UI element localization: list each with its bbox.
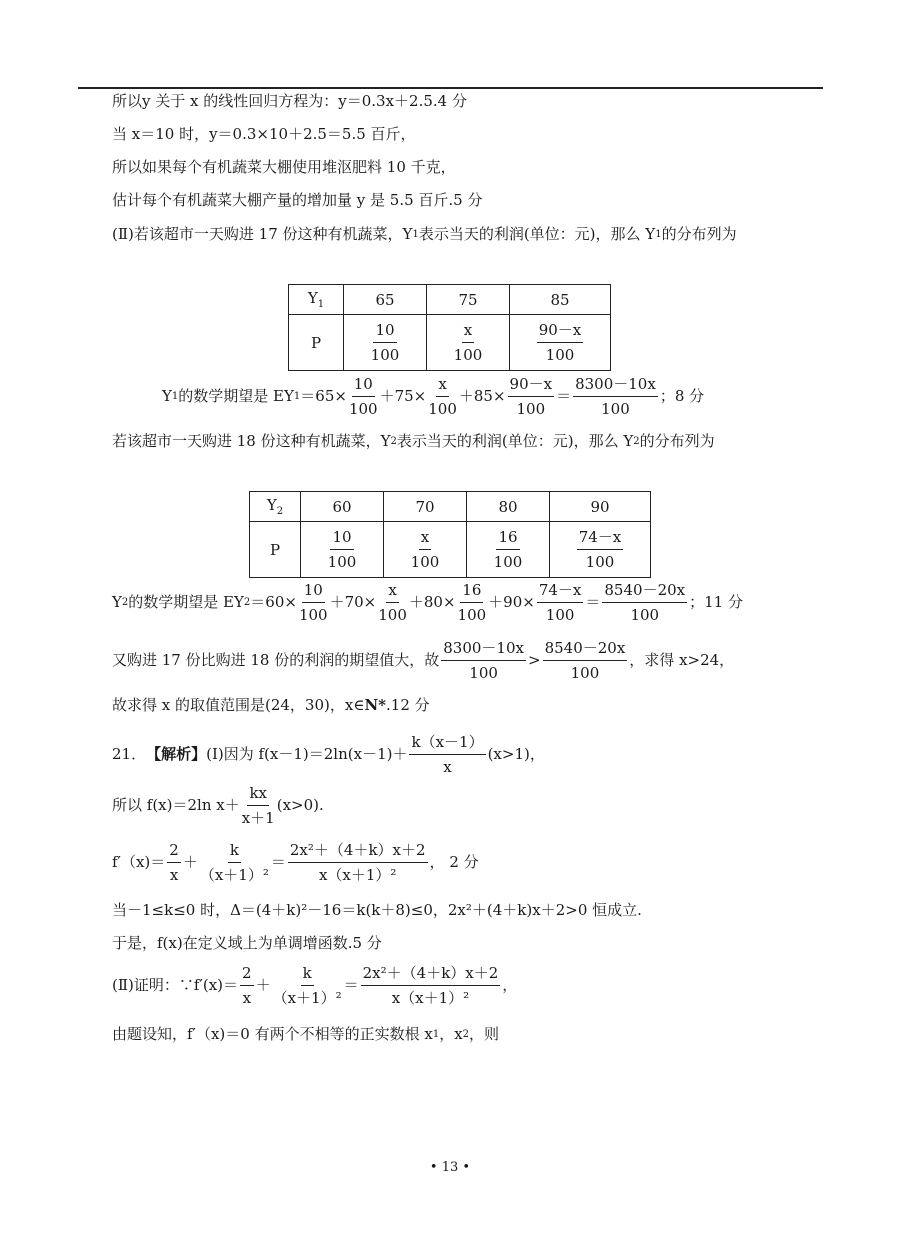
expectation-y1: Y 1 的数学期望是 EY 1 ＝65× $\frac{10}{100}$ ＋75× $\frac{x}{100}$ ＋85× $\frac{90-x}{100}$ ＝ $\frac{8300-10x}{100}$ ；8 分 [162,375,705,418]
table-cell: $\frac{74-x}{100}$ [550,522,651,578]
text-line: 估计每个有机蔬菜大棚产量的增加量 y 是 5.5 百斤.5 分 [112,191,483,209]
text-line: 当 x＝10 时，y＝0.3×10＋2.5＝5.5 百斤， [112,125,416,143]
monotonic-line: 于是，f(x)在定义域上为单调增函数.5 分 [112,934,382,952]
table-cell: 85 [510,285,611,315]
text-line: (Ⅱ)若该超市一天购进 17 份这种有机蔬菜，Y 1 表示当天的利润(单位：元)，那么 Y 1 的分布列为 [112,225,737,243]
table-cell: 65 [344,285,427,315]
proof-line: (Ⅱ)证明：∵f′(x)＝ $\frac{2}{x}$ ＋ $\frac{k}{\text{（x＋1）²}}$ ＝ $\frac{\text{2x²＋（4＋k）x＋2}}{\text{x（x＋1）²}}$ ， [112,964,518,1007]
condition-line: 当－1≤k≤0 时，Δ＝(4＋k)²－16＝k(k＋8)≤0，2x²＋(4＋k)x＋2>0 恒成立. [112,901,642,919]
header-rule [78,87,823,89]
table-cell: 80 [467,492,550,522]
table-header-cell: $Y_2$ [250,492,301,522]
text-line: 若该超市一天购进 18 份这种有机蔬菜，Y 2 表示当天的利润(单位：元)，那么 Y 2 的分布列为 [112,432,715,450]
table-cell: 75 [427,285,510,315]
table-header-cell: P [289,315,344,371]
table-cell: $\frac{16}{100}$ [467,522,550,578]
table-cell: $\frac{x}{100}$ [427,315,510,371]
analysis-tag: 【解析】 [146,745,207,763]
comparison-line: 又购进 17 份比购进 18 份的利润的期望值大，故 $\frac{8300-10x}{100}$ > $\frac{8540-20x}{100}$ ，求得 x>24， [112,639,735,682]
table-header-cell: P [250,522,301,578]
table-header-cell: $Y_1$ [289,285,344,315]
table-cell: $\frac{10}{100}$ [301,522,384,578]
table-cell: 60 [301,492,384,522]
page-number: • 13 • [429,1160,471,1175]
table-cell: $\frac{90-x}{100}$ [510,315,611,371]
distribution-table-y2 [249,491,651,578]
table-cell: 90 [550,492,651,522]
text-line: 所以y 关于 x 的线性回归方程为：y＝0.3x＋2.5.4 分 [112,92,467,110]
range-line: 故求得 x 的取值范围是(24，30)，x∈ N* .12 分 [112,696,430,714]
roots-line: 由题设知，f′（x)＝0 有两个不相等的正实数根 x 1 ，x 2 ，则 [112,1025,500,1043]
table-cell: $\frac{10}{100}$ [344,315,427,371]
distribution-table-y1 [288,284,611,371]
fx-line: 所以 f(x)＝2ln x＋ $\frac{kx}{x+1}$ (x>0). [112,784,324,827]
table-cell: $\frac{x}{100}$ [384,522,467,578]
expectation-y2: Y 2 的数学期望是 EY 2 ＝60× $\frac{10}{100}$ ＋70× $\frac{x}{100}$ ＋80× $\frac{16}{100}$ ＋90× $\frac{74-x}{100}$ ＝ $\frac{8540-20x}{100}$ ；11 分 [112,581,743,624]
question-21-line: 21． 【解析】 (Ⅰ)因为 f(x－1)＝2ln(x－1)＋ $\frac{k(x-1)}{x}$ (x>1)， [112,733,545,776]
text-line: 所以如果每个有机蔬菜大棚使用堆沤肥料 10 千克， [112,158,456,176]
table-cell: 70 [384,492,467,522]
derivative-line: f′（x)＝ $\frac{2}{x}$ ＋ $\frac{k}{\text{（x＋1）²}}$ ＝ $\frac{\text{2x²＋（4＋k）x＋2}}{\text{x（x＋1）²}}$ ， 2 分 [112,841,479,884]
